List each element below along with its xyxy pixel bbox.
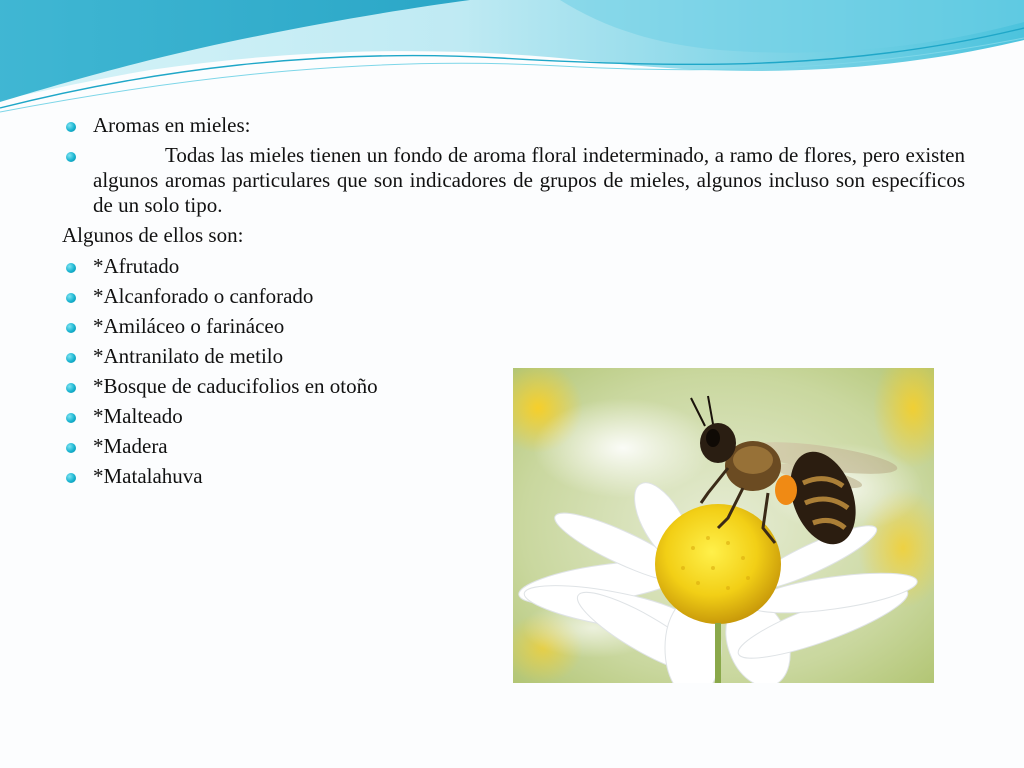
bullet-paragraph	[62, 143, 965, 218]
bullet-dot-icon	[66, 122, 76, 132]
bullet-dot-icon	[66, 323, 76, 333]
bullet-dot-icon	[66, 473, 76, 483]
bullet-dot-icon	[66, 263, 76, 273]
aroma-text: *Amiláceo o farináceo	[93, 314, 285, 338]
bullet-dot-icon	[66, 443, 76, 453]
paragraph-text: Todas las mieles tienen un fondo de aroma floral indeterminado, a ramo de flores, pero existen algunos aromas particulares que son indicadores de grupos de mieles, algunos incluso son específicos de un solo tipo.	[93, 143, 965, 217]
bullet-dot-icon	[66, 293, 76, 303]
aroma-text: *Antranilato de metilo	[93, 344, 284, 368]
aroma-text: *Malteado	[93, 404, 183, 428]
aroma-item	[62, 284, 965, 309]
aroma-item	[62, 344, 965, 369]
aroma-text: *Matalahuva	[93, 464, 203, 488]
bullet-dot-icon	[66, 353, 76, 363]
subheading: Algunos de ellos son:	[62, 223, 244, 247]
bullet-text: Aromas en mieles:	[93, 113, 251, 137]
aroma-text: *Afrutado	[93, 254, 180, 278]
aroma-item	[62, 314, 965, 339]
aroma-text: *Madera	[93, 434, 168, 458]
aroma-text: *Alcanforado o canforado	[93, 284, 314, 308]
bullet-dot-icon	[66, 413, 76, 423]
header-wave-decoration	[0, 0, 1024, 120]
bullet-item	[62, 113, 965, 138]
bee-on-chamomile-photo	[513, 368, 934, 683]
bullet-dot-icon	[66, 383, 76, 393]
aroma-item	[62, 254, 965, 279]
aroma-text: *Bosque de caducifolios en otoño	[93, 374, 378, 398]
bullet-dot-icon	[66, 152, 76, 162]
